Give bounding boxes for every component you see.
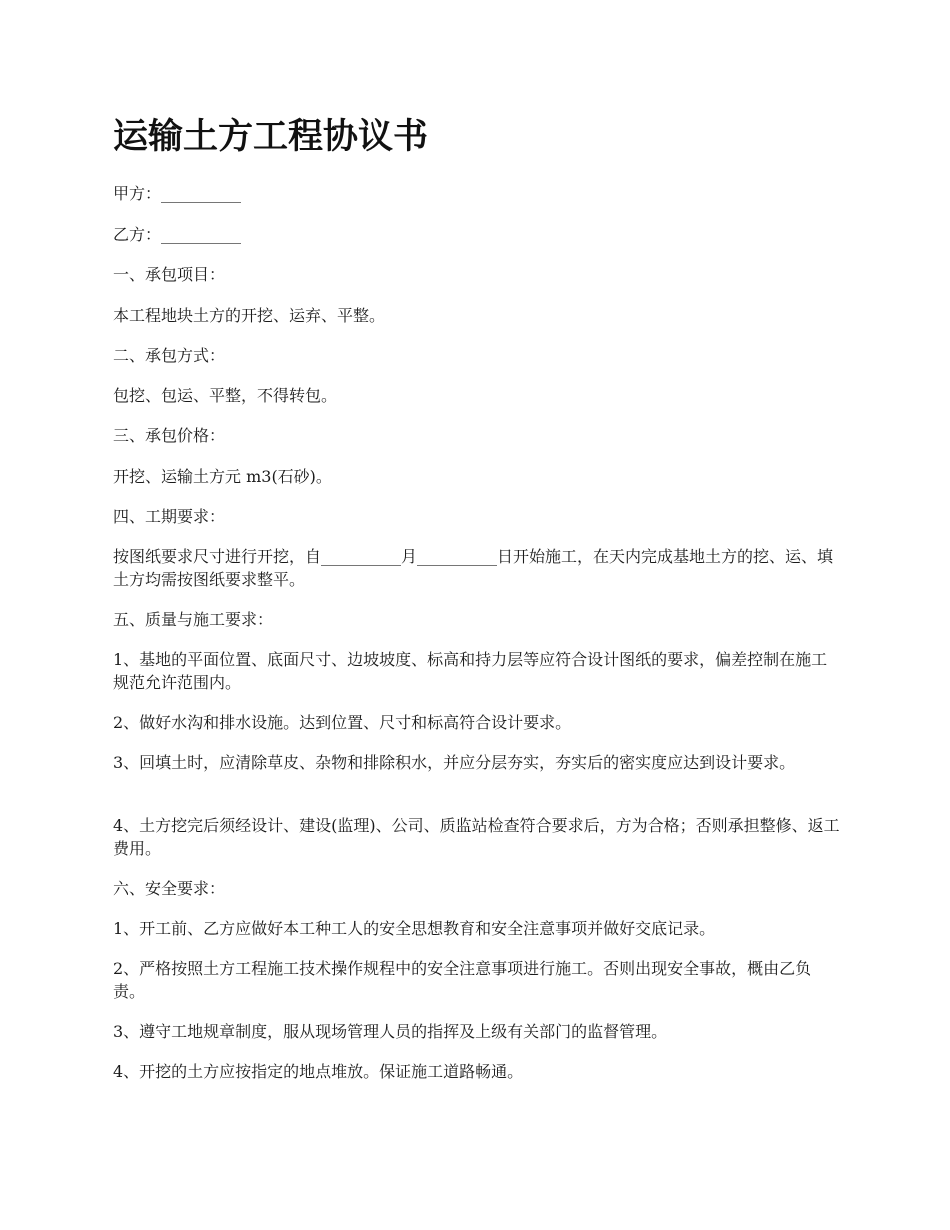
section-5-item: 4、土方挖完后须经设计、建设(监理)、公司、质监站检查符合要求后，方为合格；否则承担整修、返工费用。 [113, 816, 840, 858]
section-3-heading: 三、承包价格： [113, 426, 226, 445]
section-4-text-part1: 按图纸要求尺寸进行开挖，自 [113, 547, 322, 566]
section-4-body [113, 545, 843, 591]
section-5-item: 3、回填土时，应清除草皮、杂物和排除积水，并应分层夯实，夯实后的密实度应达到设计要求。 [113, 753, 796, 772]
section-4-month-blank: __________ [321, 547, 402, 566]
document-title: 运输土方工程协议书 [113, 117, 429, 157]
section-6-item: 1、开工前、乙方应做好本工种工人的安全思想教育和安全注意事项并做好交底记录。 [113, 919, 716, 938]
section-6-heading: 六、安全要求： [113, 879, 226, 898]
section-6-item: 2、严格按照土方工程施工技术操作规程中的安全注意事项进行施工。否则出现安全事故，概由乙负责。 [113, 959, 812, 1001]
party-b-label: 乙方： [113, 225, 162, 244]
section-5-heading: 五、质量与施工要求： [113, 610, 274, 629]
section-6-item: 4、开挖的土方应按指定的地点堆放。保证施工道路畅通。 [113, 1062, 524, 1081]
section-3-body: 开挖、运输土方元 m3(石砂)。 [113, 467, 332, 486]
party-a-label: 甲方： [113, 184, 162, 203]
section-4-text-part3: 日开始施工，在天内完成基地土方的挖、运、填土方均需按图纸要求整平。 [113, 547, 834, 589]
section-5-item: 2、做好水沟和排水设施。达到位置、尺寸和标高符合设计要求。 [113, 713, 572, 732]
section-2-body: 包挖、包运、平整，不得转包。 [113, 386, 338, 405]
party-b-line [113, 223, 843, 246]
section-4-day-blank: __________ [417, 547, 498, 566]
party-a-line [113, 182, 843, 205]
section-4-heading: 四、工期要求： [113, 507, 226, 526]
section-1-body: 本工程地块土方的开挖、运弃、平整。 [113, 306, 386, 325]
section-4-text-part2: 月 [401, 547, 418, 566]
party-a-blank: __________ [161, 184, 242, 203]
party-b-blank: __________ [161, 225, 242, 244]
section-1-heading: 一、承包项目： [113, 265, 226, 284]
section-2-heading: 二、承包方式： [113, 346, 226, 365]
section-6-item: 3、遵守工地规章制度，服从现场管理人员的指挥及上级有关部门的监督管理。 [113, 1022, 668, 1041]
section-5-item: 1、基地的平面位置、底面尺寸、边坡坡度、标高和持力层等应符合设计图纸的要求，偏差控制在施工规范允许范围内。 [113, 650, 828, 692]
